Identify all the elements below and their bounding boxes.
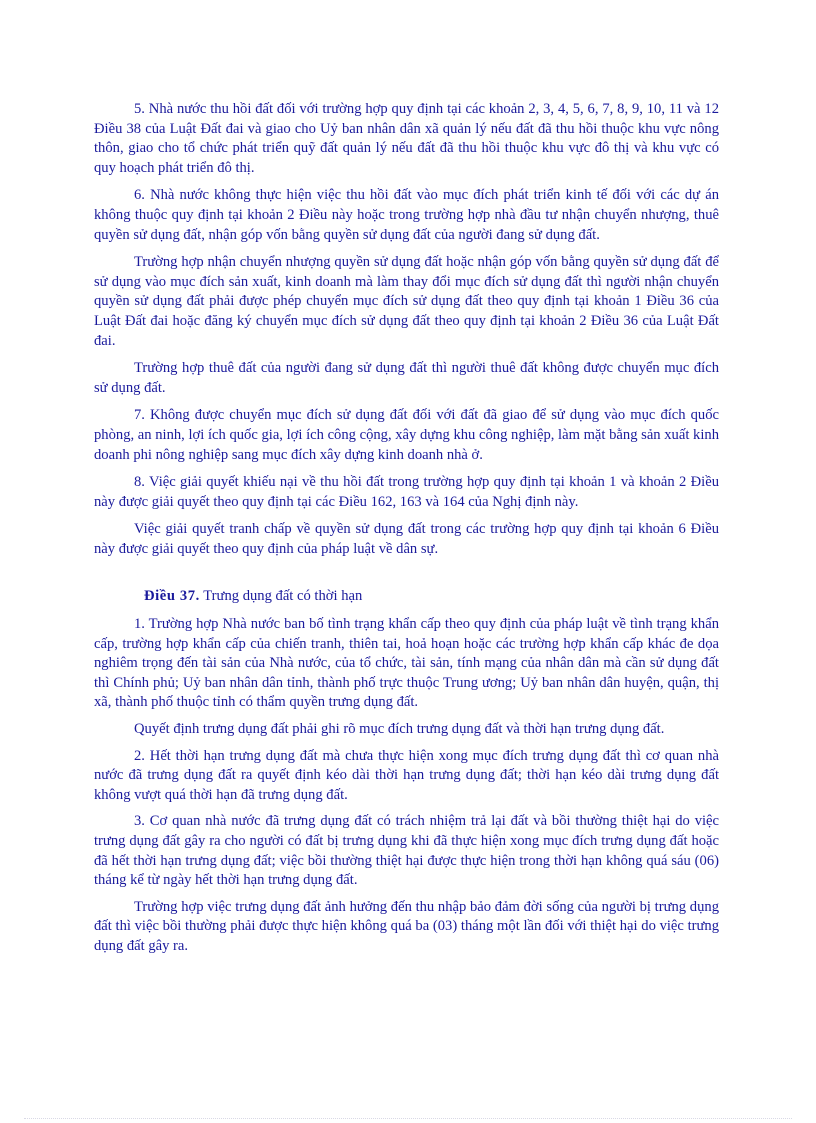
- page-bottom-divider: [24, 1118, 792, 1119]
- article36-clause-8-dispute: Việc giải quyết tranh chấp về quyền sử dụng đất trong các trường hợp quy định tại khoản 6 Điều này được giải quyết theo quy định của pháp luật về dân sự.: [94, 521, 719, 557]
- article36-clause-6: 6. Nhà nước không thực hiện việc thu hồi đất vào mục đích phát triển kinh tế đối với các dự án không thuộc quy định tại khoản 2 Điều này hoặc trong trường hợp nhà đầu tư nhận chuyển nhượng, thuê quyền sử dụng đất, nhận góp vốn bằng quyền sử dụng đất của người đang sử dụng đất.: [94, 187, 719, 243]
- article37-clause-3-income: Trường hợp việc trưng dụng đất ảnh hưởng đến thu nhập bảo đảm đời sống của người bị trưng dụng đất thì việc bồi thường phải được thực hiện không quá ba (03) tháng một lần đối với thiệt hại do việc trưng dụng đất gây ra.: [94, 898, 719, 954]
- article36-clause-8: 8. Việc giải quyết khiếu nại về thu hồi đất trong trường hợp quy định tại khoản 1 và khoản 2 Điều này được giải quyết theo quy định tại các Điều 162, 163 và 164 của Nghị định này.: [94, 474, 719, 510]
- article37-heading: [94, 587, 719, 607]
- article37-title: Trưng dụng đất có thời hạn: [203, 588, 363, 605]
- article37-clause-3: 3. Cơ quan nhà nước đã trưng dụng đất có trách nhiệm trả lại đất và bồi thường thiệt hại do việc trưng dụng đất gây ra cho người có đất bị trưng dụng khi đã thực hiện xong mục đích trưng dụng đất hoặc đã hết thời hạn trưng dụng đất; việc bồi thường thiệt hại được thực hiện trong thời hạn không quá sáu (06) tháng kể từ ngày hết thời hạn trưng dụng đất.: [94, 813, 719, 889]
- article36-clause-6-lease-case: Trường hợp thuê đất của người đang sử dụng đất thì người thuê đất không được chuyển mục đích sử dụng đất.: [94, 360, 719, 396]
- article37-number: Điều 37.: [144, 588, 200, 605]
- article37-clause-1: 1. Trường hợp Nhà nước ban bố tình trạng khẩn cấp theo quy định của pháp luật về tình trạng khẩn cấp, trường hợp khẩn cấp của chiến tranh, thiên tai, hoả hoạn hoặc các trường hợp khẩn cấp khác đe dọa nghiêm trọng đến tài sản của Nhà nước, của tổ chức, tài sản, tính mạng của nhân dân mà cần sử dụng đất thì Chính phủ; Uỷ ban nhân dân tỉnh, thành phố trực thuộc Trung ương; Uỷ ban nhân dân huyện, quận, thị xã, thành phố thuộc tỉnh có thẩm quyền trưng dụng đất.: [94, 616, 719, 711]
- article36-clause-7: 7. Không được chuyển mục đích sử dụng đất đối với đất đã giao để sử dụng vào mục đích quốc phòng, an ninh, lợi ích quốc gia, lợi ích công cộng, xây dựng khu công nghiệp, làm mặt bằng sản xuất kinh doanh phi nông nghiệp sang mục đích xây dựng kinh doanh nhà ở.: [94, 407, 719, 463]
- article36-clause-5: 5. Nhà nước thu hồi đất đối với trường hợp quy định tại các khoản 2, 3, 4, 5, 6, 7, 8, 9, 10, 11 và 12 Điều 38 của Luật Đất đai và giao cho Uỷ ban nhân dân xã quản lý nếu đất đã thu hồi thuộc khu vực nông thôn, giao cho tổ chức phát triển quỹ đất quản lý nếu đất đã thu hồi thuộc khu vực đô thị và khu vực có quy hoạch phát triển đô thị.: [94, 101, 719, 176]
- article36-clause-6-transfer-case: Trường hợp nhận chuyển nhượng quyền sử dụng đất hoặc nhận góp vốn bằng quyền sử dụng đất để sử dụng vào mục đích sản xuất, kinh doanh mà làm thay đổi mục đích sử dụng đất thì người nhận chuyển quyền sử dụng đất phải được phép chuyển mục đích sử dụng đất theo quy định tại khoản 1 Điều 36 của Luật Đất đai hoặc đăng ký chuyển mục đích sử dụng đất theo quy định tại khoản 2 Điều 36 của Luật Đất đai.: [94, 254, 719, 349]
- article37-clause-1-decision: Quyết định trưng dụng đất phải ghi rõ mục đích trưng dụng đất và thời hạn trưng dụng đất.: [134, 721, 665, 738]
- document-page: [94, 100, 719, 964]
- article37-clause-2: 2. Hết thời hạn trưng dụng đất mà chưa thực hiện xong mục đích trưng dụng đất thì cơ quan nhà nước đã trưng dụng đất ra quyết định kéo dài thời hạn trưng dụng đất; thời hạn kéo dài trưng dụng đất không vượt quá thời hạn đã trưng dụng đất.: [94, 747, 719, 803]
